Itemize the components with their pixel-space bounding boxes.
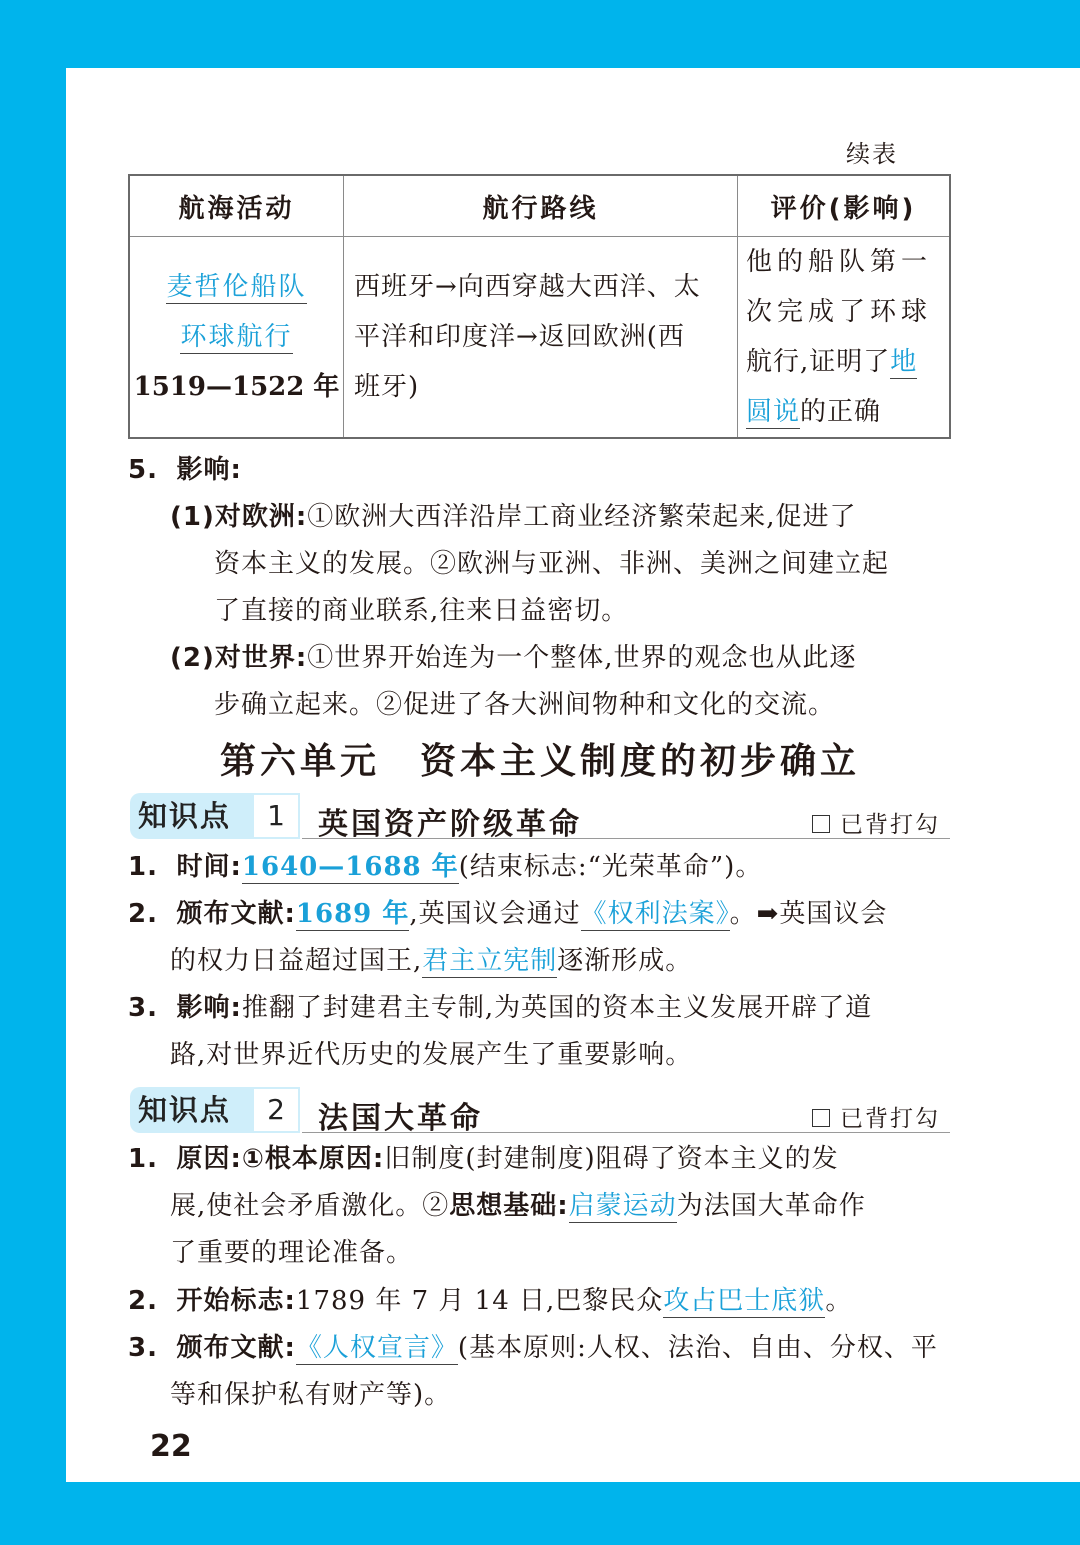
sub-label: ①根本原因: <box>241 1144 385 1174</box>
knowledge-point-number: 2 <box>254 1087 300 1133</box>
cell-evaluation <box>738 237 951 439</box>
activity-years: 1519—1522 年 <box>133 372 340 402</box>
item-number: 2. <box>128 1286 158 1316</box>
section5-p1-line3: 了直接的商业联系,往来日益密切。 <box>214 596 629 626</box>
item-label: 影响: <box>176 993 242 1023</box>
unit-title: 第六单元 资本主义制度的初步确立 <box>220 741 861 782</box>
text-line: ,英国议会通过 <box>409 899 581 929</box>
text-line: 逐渐形成。 <box>557 946 693 976</box>
knowledge-point-title: 法国大革命 <box>318 1101 483 1136</box>
item-number: 1. <box>128 852 158 882</box>
item-number: 3. <box>128 993 158 1023</box>
text-line: ①欧洲大西洋沿岸工商业经济繁荣起来,促进了 <box>307 502 857 532</box>
text-line: 旧制度(封建制度)阻碍了资本主义的发 <box>384 1144 839 1174</box>
text-line: 展,使社会矛盾激化。② <box>170 1191 450 1221</box>
item-label: 开始标志: <box>176 1286 296 1316</box>
item-number: 3. <box>128 1333 158 1363</box>
text-line: (结束标志:“光荣革命”)。 <box>458 852 763 882</box>
checkbox-label: 已背打勾 <box>840 1106 940 1132</box>
route-line: 西班牙→向西穿越大西洋、太 <box>354 272 701 302</box>
text-line: 。 <box>825 1286 853 1316</box>
sub-label: (2)对世界: <box>170 643 308 673</box>
eval-line: 航行,证明了 <box>746 347 891 377</box>
answer-magellan: 麦哲伦船队 <box>166 272 307 302</box>
kp2-item2 <box>128 1285 852 1317</box>
checkbox-done[interactable] <box>812 806 940 839</box>
text-line: 1789 年 7 月 14 日,巴黎民众 <box>295 1286 664 1316</box>
item-label: 颁布文献: <box>176 1333 296 1363</box>
cell-route <box>344 237 738 439</box>
item-label: 时间: <box>176 852 242 882</box>
answer-year: 1689 年 <box>295 899 410 929</box>
item-number: 1. <box>128 1144 158 1174</box>
answer-earth-1: 地 <box>890 347 918 377</box>
knowledge-point-tag: 知识点 <box>130 1087 262 1133</box>
kp1-item3-line2: 路,对世界近代历史的发展产生了重要影响。 <box>170 1040 693 1070</box>
section5-p2-line2: 步确立起来。②促进了各大洲间物种和文化的交流。 <box>214 690 836 720</box>
sub-label: 思想基础: <box>449 1191 569 1221</box>
kp1-item3 <box>128 992 872 1024</box>
kp2-item3 <box>128 1332 938 1364</box>
checkbox-done[interactable] <box>812 1100 940 1133</box>
kp2-item1-line3: 了重要的理论准备。 <box>170 1238 414 1268</box>
section5-p1-line2: 资本主义的发展。②欧洲与亚洲、非洲、美洲之间建立起 <box>214 549 890 579</box>
section5-heading <box>128 454 242 486</box>
eval-line: 他的船队第一 <box>746 247 933 277</box>
section5-p2-line1 <box>170 642 857 674</box>
knowledge-point-number: 1 <box>254 793 300 839</box>
kp2-item1-line2 <box>170 1190 866 1222</box>
route-line: 班牙) <box>354 372 420 402</box>
checkbox-icon[interactable] <box>812 1109 830 1127</box>
kp2-item1 <box>128 1143 839 1175</box>
text-line: (基本原则:人权、法治、自由、分权、平 <box>457 1333 938 1363</box>
route-line: 平洋和印度洋→返回欧洲(西 <box>354 322 685 352</box>
table-header-row <box>129 175 950 237</box>
text-line: 。➡英国议会 <box>729 899 888 929</box>
checkbox-icon[interactable] <box>812 815 830 833</box>
continued-label: 续表 <box>846 140 898 168</box>
answer-bastille: 攻占巴士底狱 <box>663 1286 826 1316</box>
item-label: 颁布文献: <box>176 899 296 929</box>
header-activity: 航海活动 <box>129 175 344 237</box>
text-line: ①世界开始连为一个整体,世界的观念也从此逐 <box>307 643 857 673</box>
answer-time: 1640—1688 年 <box>241 852 459 882</box>
checkbox-label: 已背打勾 <box>840 812 940 838</box>
knowledge-point-tag: 知识点 <box>130 793 262 839</box>
sub-label: (1)对欧洲: <box>170 502 308 532</box>
answer-declaration: 《人权宣言》 <box>295 1333 458 1363</box>
item-number: 2. <box>128 899 158 929</box>
header-route: 航行路线 <box>344 175 738 237</box>
eval-line: 的正确 <box>800 397 882 427</box>
text-line: 为法国大革命作 <box>676 1191 866 1221</box>
section5-p1-line1 <box>170 501 857 533</box>
kp1-item1 <box>128 851 762 883</box>
voyage-table <box>128 174 951 439</box>
kp1-item2-line2 <box>170 945 692 977</box>
divider <box>302 1132 950 1133</box>
answer-constitutional-monarchy: 君主立宪制 <box>422 946 558 976</box>
text-line: 推翻了封建君主专制,为英国的资本主义发展开辟了道 <box>241 993 873 1023</box>
table-row <box>129 237 950 439</box>
answer-bill-of-rights: 《权利法案》 <box>580 899 730 929</box>
item-label: 原因: <box>176 1144 242 1174</box>
kp1-item2 <box>128 898 887 930</box>
item-label: 影响: <box>176 455 242 485</box>
header-evaluation: 评价(影响) <box>738 175 951 237</box>
page-number: 22 <box>150 1429 192 1464</box>
knowledge-point-title: 英国资产阶级革命 <box>318 807 582 842</box>
item-number: 5. <box>128 455 158 485</box>
divider <box>302 838 950 839</box>
kp2-item3-line2: 等和保护私有财产等)。 <box>170 1380 452 1410</box>
answer-enlightenment: 启蒙运动 <box>568 1191 677 1221</box>
text-line: 的权力日益超过国王, <box>170 946 423 976</box>
eval-line: 次完成了环球 <box>746 297 933 327</box>
answer-circumnavigation: 环球航行 <box>180 322 293 352</box>
answer-earth-2: 圆说 <box>746 397 801 427</box>
cell-activity <box>129 237 344 439</box>
